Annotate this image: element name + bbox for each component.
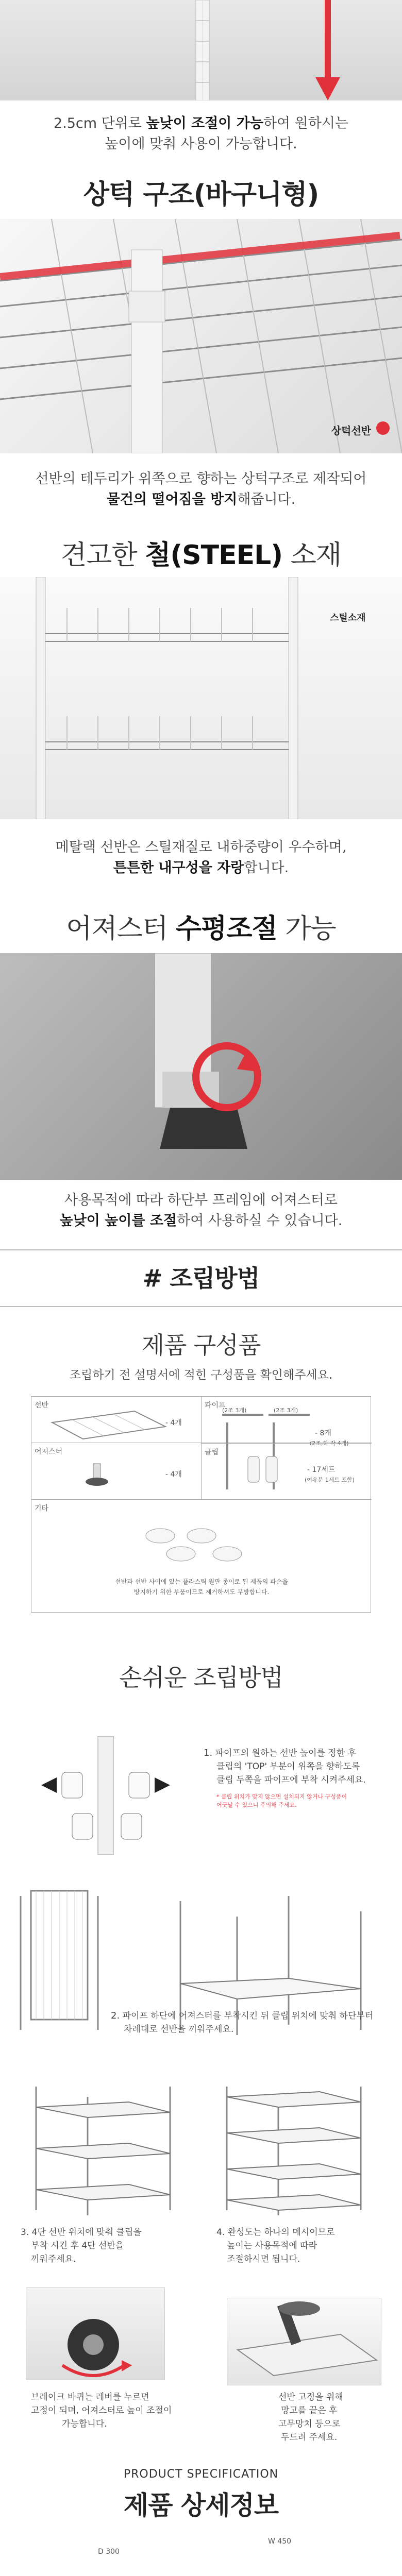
components-title: 제품 구성품 xyxy=(141,1331,261,1359)
step1-note-2: 어긋날 수 있으니 주의해 주세요. xyxy=(216,1802,297,1808)
section-title-steel: 견고한 철(STEEL) 소재 xyxy=(60,540,342,571)
part-clip-note: (여유분 1세트 포함) xyxy=(305,1477,355,1483)
etc-note-1: 선반과 선반 사이에 있는 플라스틱 원판 종이로 된 제품의 파손을 xyxy=(115,1578,288,1585)
part-pipe-a: (2조 3개) xyxy=(222,1407,247,1414)
step-1 xyxy=(0,1736,402,1855)
step2-text-b: 차례대로 선반을 끼워주세요. xyxy=(124,2024,234,2035)
step1-text-b: 클립의 'TOP' 부분이 위쪽을 향하도록 xyxy=(216,1761,360,1772)
step2-text-a: 2. 파이프 하단에 어져스터를 부착시킨 뒤 클립 위치에 맞춰 하단부터 xyxy=(111,2010,374,2021)
step1-text-a: 1. 파이프의 원하는 선반 높이를 정한 후 xyxy=(204,1748,356,1758)
step1-text-c: 클립 두쪽을 파이프에 부착 시켜주세요. xyxy=(216,1775,366,1785)
lip-shelf-photo xyxy=(0,219,402,453)
step3-text-c: 끼워주세요. xyxy=(31,2254,76,2264)
assembly-heading: # 조립방법 xyxy=(142,1264,260,1292)
step6-text-d: 두드려 주세요. xyxy=(281,2432,338,2443)
step3-text-a: 3. 4단 선반 위치에 맞춰 클립을 xyxy=(21,2227,142,2238)
components-subtitle: 조립하기 전 설명서에 적힌 구성품을 확인해주세요. xyxy=(69,1368,333,1382)
step5-text-a: 브레이크 바퀴는 레버를 누르면 xyxy=(31,2392,149,2402)
step4-text-b: 높이는 사용목적에 따라 xyxy=(227,2241,317,2251)
lip-caption-2: 물건의 떨어짐을 방지해줍니다. xyxy=(106,492,296,507)
adjuster-photo xyxy=(0,953,402,1180)
step4-text-a: 4. 완성도는 하나의 메시이므로 xyxy=(216,2227,335,2238)
part-clip-label: 클립 xyxy=(205,1448,219,1456)
height-adjust-photo xyxy=(0,0,402,100)
adjuster-caption-2: 높낮이 높이를 조절하여 사용하실 수 있습니다. xyxy=(59,1213,343,1229)
step5-text-c: 가능합니다. xyxy=(62,2419,107,2429)
step3-4-illustration xyxy=(0,2076,402,2215)
lip-caption-1: 선반의 테두리가 위쪽으로 향하는 상턱구조로 제작되어 xyxy=(35,471,367,487)
step1-note-1: * 클립 위치가 맞지 않으면 설치되지 않거나 구성품이 xyxy=(216,1793,347,1800)
clip-part-image xyxy=(202,1444,372,1500)
components-table xyxy=(31,1396,371,1613)
step1-illustration xyxy=(21,1736,227,1855)
part-adjuster-qty: - 4개 xyxy=(165,1470,182,1479)
spec-title: 제품 상세정보 xyxy=(123,2490,279,2520)
step4-text-c: 조절하시면 됩니다. xyxy=(227,2254,300,2264)
step3-text-b: 부착 시킨 후 4단 선반을 xyxy=(31,2241,124,2251)
part-etc-label: 기타 xyxy=(35,1504,49,1513)
steel-caption-1: 메탈랙 선반은 스틸재질로 내하중량이 우수하며, xyxy=(55,839,347,855)
lip-shelf-label: 상턱선반 xyxy=(331,425,371,437)
arrow-down-icon xyxy=(315,77,340,100)
lip-marker-icon xyxy=(376,421,390,435)
steps-5-6 xyxy=(0,2287,402,2442)
step6-text-b: 망고를 끝은 후 xyxy=(281,2405,338,2416)
part-pipe-b: (2조 3개) xyxy=(274,1407,298,1414)
rotate-icon xyxy=(122,2360,132,2371)
steel-caption-2: 튼튼한 내구성을 자랑합니다. xyxy=(113,860,289,876)
step6-text-c: 고무망치 등으로 xyxy=(278,2419,341,2429)
dim-depth: D 300 xyxy=(98,2548,120,2556)
height-caption-2: 높이에 맞춰 사용이 가능합니다. xyxy=(105,136,297,152)
steps-3-4 xyxy=(0,2076,402,2272)
pipe-illustration xyxy=(0,0,402,100)
part-pipe-note: (2조,하 각 4개) xyxy=(310,1440,349,1447)
spec-eyebrow: PRODUCT SPECIFICATION xyxy=(123,2468,279,2481)
part-pipe-label: 파이프 xyxy=(205,1401,226,1410)
dim-width: W 450 xyxy=(268,2537,292,2546)
step-2 xyxy=(0,1880,402,2040)
steel-label: 스틸소재 xyxy=(330,613,366,623)
part-clip-qty: - 17세트 xyxy=(307,1466,336,1474)
hammer-photo xyxy=(227,2298,381,2385)
wheel-photo xyxy=(26,2287,165,2380)
etc-note-2: 방지하기 위한 부품이므로 제거하셔도 무방합니다. xyxy=(133,1588,270,1596)
arrow-shaft xyxy=(325,0,331,82)
part-shelf-qty: - 4개 xyxy=(165,1419,182,1427)
part-adjuster-label: 어져스터 xyxy=(35,1448,63,1456)
part-pipe-qty: - 8개 xyxy=(315,1429,331,1437)
part-shelf-label: 선반 xyxy=(35,1401,49,1410)
divider-bottom xyxy=(0,1306,402,1307)
etc-part-image xyxy=(31,1510,372,1572)
step5-text-b: 고정이 되며, 어져스터로 높이 조절이 xyxy=(31,2405,172,2416)
step6-text-a: 선반 고정을 위해 xyxy=(278,2392,343,2402)
height-caption-1: 2.5cm 단위로 높낮이 조절이 가능하여 원하시는 xyxy=(53,115,349,131)
easy-assembly-title: 손쉬운 조립방법 xyxy=(119,1664,283,1691)
section-title-adjuster: 어져스터 수평조절 가능 xyxy=(66,913,336,944)
section-title-lip: 상턱 구조(바구니형) xyxy=(83,179,319,210)
product-dimension-drawing xyxy=(0,2550,402,2576)
adjuster-caption-1: 사용목적에 따라 하단부 프레임에 어져스터로 xyxy=(64,1192,338,1208)
divider-top xyxy=(0,1249,402,1250)
